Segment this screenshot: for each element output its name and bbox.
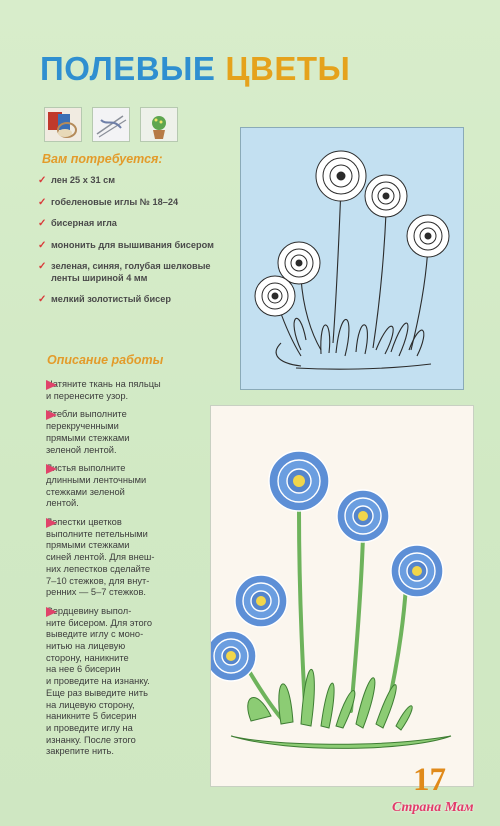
materials-heading: Вам потребуется: [42, 152, 163, 166]
list-item: ✓ гобеленовые иглы № 18–24 [38, 196, 179, 208]
step-item: Листья выполните длинными ленточными стежками зеленой лентой. [46, 463, 147, 509]
list-item: ✓ мелкий золотистый бисер [38, 294, 171, 305]
list-item: ✓ зеленая, синяя, голубая шелковые ленты шириной 4 мм [38, 261, 211, 283]
step-item: Сердцевину выпол- ните бисером. Для этого выведите иглу с моно- нитью на лицевую сторону, наникните на нее 6 бисерин и проведите на изнанку. Еще раз выведите нить на лицевую сторону, наникните 5 бисерин и проведите иглу на изнанку. После этого закрепите нить. [46, 605, 153, 757]
step-item: Стебли выполните перекрученными прямыми стежками зеленой лентой. [46, 409, 130, 455]
fabric-hoop-photo-icon [44, 107, 82, 142]
needles-ribbon-photo-icon [92, 107, 130, 142]
list-item: ✓ мононить для вышивания бисером [38, 239, 214, 251]
arrow-icon [46, 380, 57, 390]
arrow-icon [46, 518, 57, 528]
check-icon: ✓ [38, 175, 47, 186]
potted-flower-photo-icon [140, 107, 178, 142]
watermark: Страна Мам [392, 800, 474, 815]
list-item: ✓ бисерная игла [38, 218, 117, 229]
check-icon: ✓ [38, 218, 47, 229]
material-thumbnails [44, 107, 178, 142]
list-item: ✓ лен 25 х 31 см [38, 175, 116, 186]
embroidery-photo [210, 405, 474, 787]
page-number: 17 [413, 762, 446, 798]
check-icon: ✓ [38, 261, 47, 272]
page-title [40, 50, 350, 88]
description-steps [46, 379, 206, 765]
check-icon: ✓ [38, 294, 47, 305]
step-item: Натяните ткань на пяльцы и перенесите узор. [46, 379, 161, 401]
arrow-icon [46, 607, 57, 617]
arrow-icon [46, 464, 57, 474]
step-item: Лепестки цветков выполните петельными прямыми стежками синей лентой. Для внеш- них лепестков сделайте 7–10 стежков, для внут- ренних — 5–7 стежков. [46, 517, 155, 598]
pattern-sketch [240, 127, 464, 390]
description-heading: Описание работы [47, 353, 164, 367]
arrow-icon [46, 410, 57, 420]
title-word-2: ЦВЕТЫ [225, 50, 351, 87]
check-icon: ✓ [38, 196, 47, 208]
materials-list [38, 175, 218, 316]
check-icon: ✓ [38, 239, 47, 251]
title-word-1: ПОЛЕВЫЕ [40, 50, 216, 87]
